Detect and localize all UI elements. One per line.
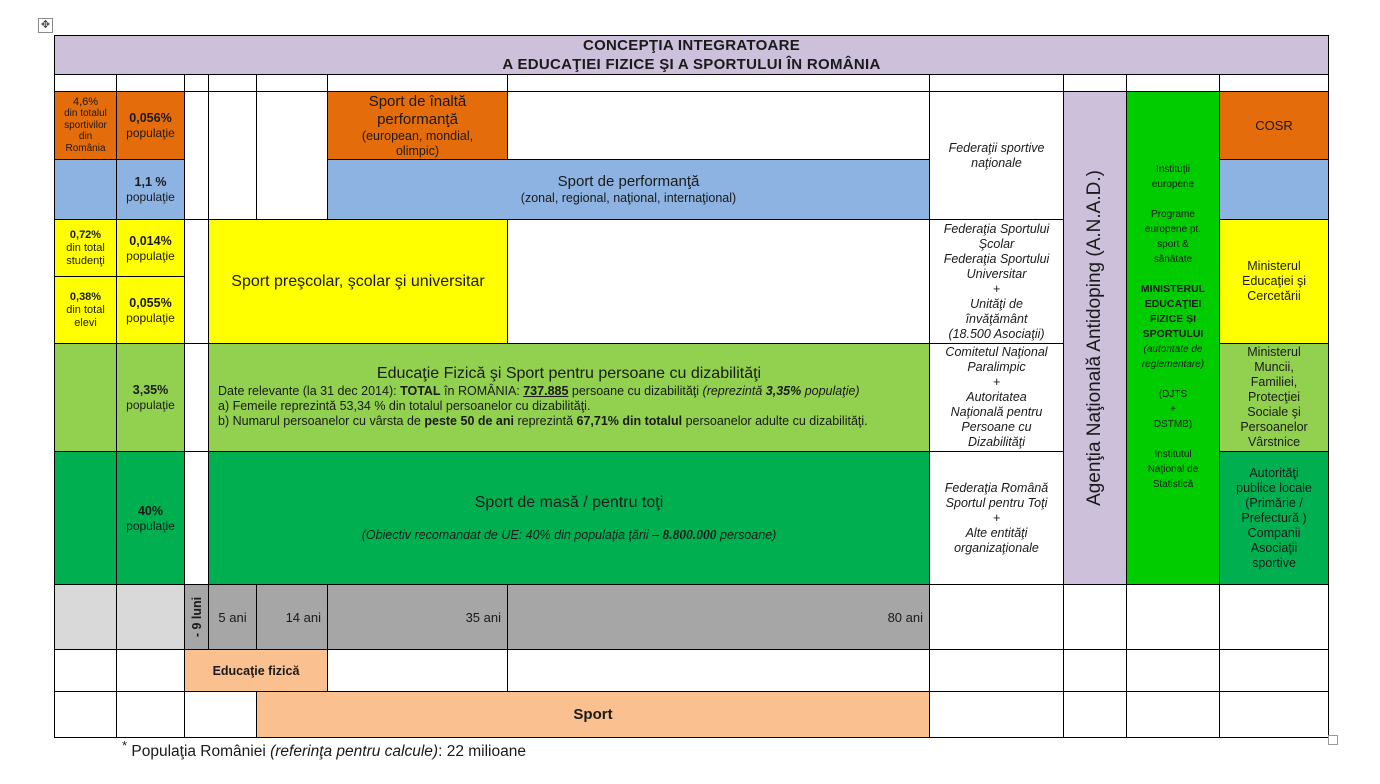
performance-sport-subtitle: (zonal, regional, naţional, internaţional) [520, 191, 737, 205]
empty-cell [930, 650, 1064, 692]
empty-cell [1127, 75, 1220, 92]
disability-age-line [209, 414, 929, 429]
age-35-cell [328, 585, 508, 650]
stat-value: 0,014% [129, 233, 172, 248]
eu-programs-label: europene pt. [1144, 224, 1202, 235]
empty-cell [508, 650, 930, 692]
ministry-column [1127, 92, 1220, 585]
empty-cell [1127, 650, 1220, 692]
pupils-population-stat [117, 277, 185, 344]
stat-label: sportivilor [64, 119, 107, 131]
org-line: Autorităţi [1249, 465, 1299, 480]
local-authorities-cell [1220, 452, 1329, 585]
mass-sport-cell [209, 452, 930, 585]
text: reprezintă [513, 414, 577, 428]
empty-cell [257, 75, 328, 92]
institution-line: + [992, 510, 1001, 525]
institution-line: Federaţia Sportului [943, 221, 1050, 236]
education-ministry-cell [1220, 220, 1329, 344]
org-line: Prefectură ) [1241, 510, 1307, 525]
empty-cell [185, 692, 257, 738]
students-population-stat [117, 220, 185, 277]
physical-education-label: Educaţie fizică [212, 663, 300, 678]
stat-value: 3,35% [132, 383, 169, 397]
text: în ROMÂNIA: [440, 384, 524, 398]
school-sport-cell [209, 220, 508, 344]
age-9-months-cell [185, 585, 209, 650]
stat-value: 0,056% [129, 111, 172, 125]
empty-cell [55, 160, 117, 220]
dstmb-label: DSTMB) [1153, 419, 1193, 430]
disability-population-stat [117, 344, 185, 452]
institution-line: Comitetul Naţional [945, 345, 1048, 359]
anad-column [1064, 92, 1127, 585]
students-stat [55, 220, 117, 277]
org-line: Muncii, [1254, 360, 1294, 374]
text: peste 50 de ani [424, 414, 514, 428]
labor-ministry-cell [1220, 344, 1329, 452]
text: populaţie) [801, 384, 860, 398]
sport-label: Sport [573, 705, 613, 723]
stat-label: din total [66, 303, 105, 316]
performance-sport-cell [328, 160, 930, 220]
empty-cell [508, 220, 930, 344]
disability-total-value: 737.885 [523, 384, 569, 398]
ministry-role: (autoritate de [1143, 344, 1203, 355]
institution-line: Universitar [966, 266, 1027, 281]
org-line: Ministerul [1247, 345, 1301, 359]
sport-bar [257, 692, 930, 738]
empty-cell [1064, 692, 1127, 738]
stat-label: din total [66, 241, 105, 254]
age-14-cell [257, 585, 328, 650]
org-line: Protecţiei [1247, 390, 1301, 404]
table-move-handle-icon[interactable]: ✥ [38, 18, 53, 33]
cosr-cell [1220, 92, 1329, 160]
empty-cell [55, 75, 117, 92]
stat-label: populaţie [126, 398, 175, 412]
empty-cell [117, 692, 185, 738]
footnote-text: : 22 milioane [438, 743, 526, 761]
stat-value: 0,055% [129, 295, 172, 310]
djts-label: (DJTS [1158, 389, 1188, 400]
stat-label: populaţie [126, 126, 175, 140]
text: persoanelor adulte cu dizabilităţi. [682, 414, 868, 428]
mass-population-stat [117, 452, 185, 585]
org-line: Persoanelor [1240, 420, 1308, 434]
empty-cell [55, 692, 117, 738]
disability-women-line: a) Femeile reprezintă 53,34 % din totalul persoanelor cu dizabilităţi. [218, 399, 591, 413]
institution-line: Alte entităţi [965, 525, 1028, 540]
school-sport-title: Sport preşcolar, şcolar şi universitar [231, 272, 485, 290]
empty-cell [1220, 160, 1329, 220]
elite-sport-subtitle: olimpic) [395, 144, 440, 158]
empty-cell [257, 92, 328, 220]
elite-sport-title: performanţă [377, 111, 458, 128]
stat-value: 0,38% [69, 290, 102, 303]
stat-label: populaţie [126, 310, 175, 325]
mass-institutions-cell [930, 452, 1064, 585]
empty-cell [117, 585, 185, 650]
eu-programs-label: sănătate [1153, 254, 1193, 265]
empty-cell [1127, 585, 1220, 650]
org-line: Companii [1247, 525, 1301, 540]
org-line: Ministerul [1247, 259, 1301, 273]
org-line: Sociale şi [1247, 405, 1301, 419]
institution-line: Şcolar [978, 236, 1015, 251]
institution-line: (18.500 Asociaţii) [948, 326, 1045, 341]
ins-label: Naţional de [1147, 464, 1199, 475]
disability-total-line [209, 384, 929, 399]
institution-line: Federaţia Sportului [943, 251, 1050, 266]
table-resize-handle-icon[interactable] [1328, 735, 1338, 745]
empty-cell [328, 75, 508, 92]
stat-label: din [78, 131, 93, 143]
eu-institutions-label: Instituţii [1156, 164, 1190, 175]
org-line: publice locale [1236, 480, 1312, 495]
institution-line: Autoritatea [966, 390, 1027, 404]
footnote-text: (referinţa pentru calcule) [270, 743, 439, 761]
footnote-text: Populaţia României [127, 743, 271, 761]
ministry-name: MINISTERUL [1140, 283, 1206, 295]
elite-athletes-stat [55, 92, 117, 160]
institution-line: Naţională pentru [950, 405, 1043, 419]
empty-cell [1064, 75, 1127, 92]
elite-population-stat [117, 92, 185, 160]
stat-label: din totalul [64, 108, 107, 120]
institution-line: Federaţii sportive [948, 140, 1045, 155]
empty-cell [328, 650, 508, 692]
ministry-name: EDUCAŢIEI [1144, 298, 1202, 310]
stat-value: 40% [137, 503, 164, 518]
empty-cell [930, 692, 1064, 738]
text: Date relevante (la 31 dec 2014): [218, 384, 401, 398]
performance-sport-title: Sport de performanţă [557, 173, 700, 190]
text: persoane cu dizabilităţi [568, 384, 703, 398]
empty-cell [185, 452, 209, 585]
school-institutions-cell [930, 220, 1064, 344]
institution-line: învăţământ [965, 311, 1028, 326]
age-label: - 9 luni [189, 596, 204, 638]
institution-line: Sportul pentru Toţi [945, 495, 1048, 510]
empty-cell [1127, 692, 1220, 738]
stat-label: populaţie [126, 518, 175, 533]
stat-label: populaţie [126, 190, 175, 204]
elite-sport-cell [328, 92, 508, 160]
ministry-name: FIZICE ŞI [1149, 313, 1197, 325]
stat-label: populaţie [126, 248, 175, 263]
pupils-stat [55, 277, 117, 344]
institution-line: Persoane cu [961, 420, 1032, 434]
national-federations-cell [930, 92, 1064, 220]
disability-sport-title: Educaţie Fizică şi Sport pentru persoane cu dizabilităţi [376, 365, 762, 382]
age-label: 5 ani [218, 609, 247, 625]
empty-cell [508, 92, 930, 160]
institution-line: Federaţia Română [944, 480, 1049, 495]
empty-cell [1220, 585, 1329, 650]
text: TOTAL [400, 384, 441, 398]
empty-cell [117, 75, 185, 92]
ins-label: Statistică [1152, 479, 1194, 490]
empty-cell [1064, 585, 1127, 650]
empty-cell [55, 452, 117, 585]
elite-sport-subtitle: (european, mondial, [361, 129, 474, 143]
performance-population-stat [117, 160, 185, 220]
org-line: Asociaţii [1250, 540, 1298, 555]
text: (reprezintă [702, 384, 766, 398]
mass-sport-subtitle [209, 527, 929, 543]
eu-programs-label: sport & [1157, 239, 1189, 250]
text: 67,71% din totalul [576, 414, 683, 428]
empty-cell [55, 650, 117, 692]
age-label: 80 ani [887, 609, 923, 625]
empty-cell [185, 344, 209, 452]
empty-cell [508, 75, 930, 92]
footnote-star: * [122, 738, 128, 753]
eu-programs-label: Programe [1151, 209, 1195, 220]
ministry-name: SPORTULUI [1142, 328, 1204, 340]
document-title [55, 36, 1329, 75]
stat-label: elevi [74, 316, 97, 329]
title-line-2: A EDUCAŢIEI FIZICE ŞI A SPORTULUI ÎN ROMÂNIA [502, 56, 881, 73]
footnote [122, 738, 526, 761]
stat-label: România [65, 142, 106, 154]
empty-cell [185, 92, 209, 220]
empty-cell [185, 220, 209, 344]
text: persoane) [716, 528, 777, 542]
empty-cell [1220, 75, 1329, 92]
org-line: sportive [1252, 555, 1296, 570]
mass-sport-title: Sport de masă / pentru toţi [474, 494, 664, 511]
anad-label: Agenţia Naţională Antidoping (A.N.A.D.) [1084, 170, 1105, 506]
mass-target-value: 8.800.000 [662, 527, 717, 542]
age-label: 35 ani [465, 609, 501, 625]
physical-education-bar [185, 650, 328, 692]
empty-cell [55, 585, 117, 650]
concept-table [54, 35, 1329, 738]
institution-line: organizaţionale [954, 540, 1039, 555]
empty-cell [209, 75, 257, 92]
age-80-cell [508, 585, 930, 650]
ministry-role: reglementare) [1141, 359, 1205, 370]
text: (Obiectiv recomandat de UE: 40% din populaţia ţării – [361, 528, 663, 542]
institution-line: Dizabilităţi [968, 435, 1025, 449]
empty-cell [55, 344, 117, 452]
empty-cell [209, 92, 257, 220]
stat-value: 1,1 % [134, 175, 167, 189]
empty-cell [185, 75, 209, 92]
org-line: Vârstnice [1247, 435, 1301, 449]
title-line-1: CONCEPŢIA INTEGRATOARE [582, 37, 801, 54]
institution-line: Unităţi de [970, 296, 1023, 311]
institution-line: + [992, 281, 1001, 296]
age-5-cell [209, 585, 257, 650]
stat-value: 0,72% [69, 228, 102, 241]
age-label: 14 ani [285, 609, 321, 625]
eu-institutions-label: europene [1151, 179, 1195, 190]
empty-cell [1220, 650, 1329, 692]
empty-cell [930, 75, 1064, 92]
empty-cell [1220, 692, 1329, 738]
empty-cell [930, 585, 1064, 650]
plus-sign: + [1170, 404, 1176, 415]
text: b) Numarul persoanelor cu vârsta de [218, 414, 425, 428]
empty-cell [1064, 650, 1127, 692]
org-line: Familiei, [1250, 375, 1298, 389]
institution-line: naţionale [971, 155, 1022, 170]
stat-value: 4,6% [72, 95, 99, 108]
disability-institutions-cell [930, 344, 1064, 452]
cosr-label: COSR [1255, 118, 1293, 133]
institution-line: Paralimpic [967, 360, 1026, 374]
stat-label: studenţi [66, 254, 105, 267]
org-line: Cercetării [1247, 289, 1301, 303]
ins-label: Institutul [1154, 449, 1192, 460]
disability-pct-value: 3,35% [765, 384, 802, 398]
org-line: (Primărie / [1245, 495, 1303, 510]
empty-cell [117, 650, 185, 692]
elite-sport-title: Sport de înaltă [368, 93, 467, 110]
org-line: Educaţiei şi [1242, 274, 1306, 288]
institution-line: + [992, 375, 1001, 389]
disability-sport-cell [209, 344, 930, 452]
